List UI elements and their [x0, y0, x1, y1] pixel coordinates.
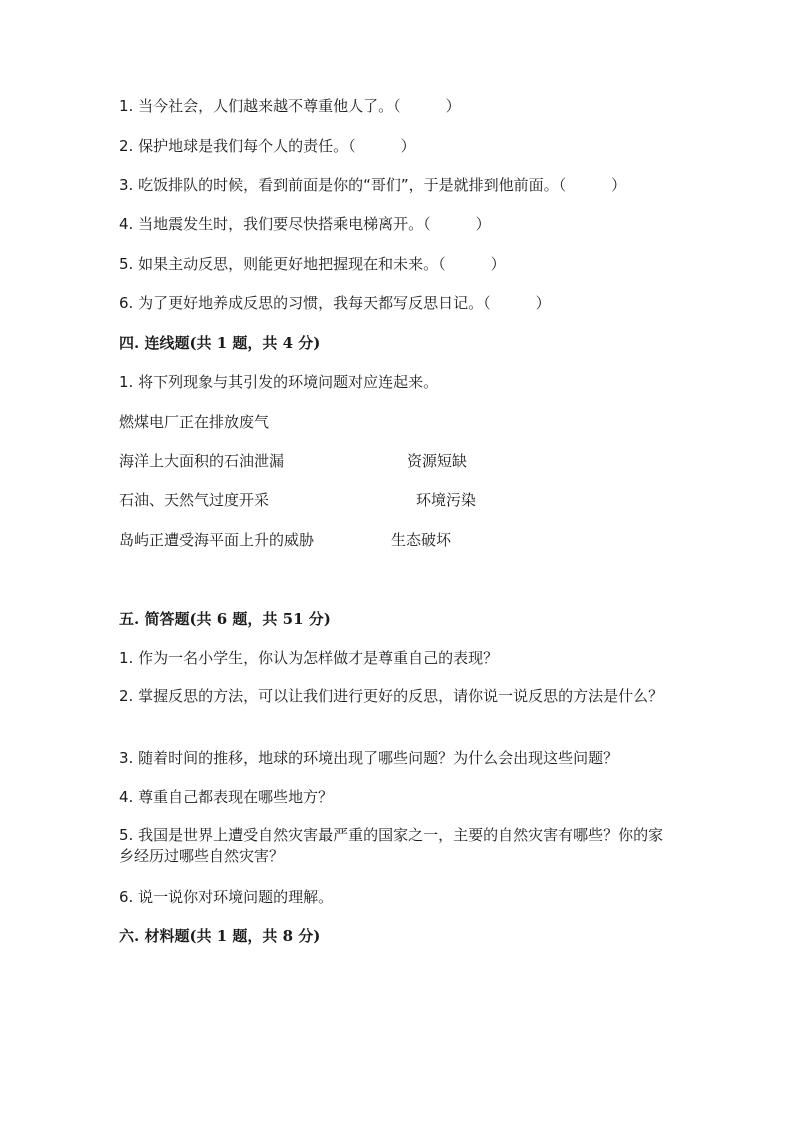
judgment-item-1: 1. 当今社会，人们越来越不尊重他人了。（ ） [119, 97, 461, 115]
short-answer-item-5: 5. 我国是世界上遭受自然灾害最严重的国家之一，主要的自然灾害有哪些？你的家乡经历过哪些自然灾害？ [119, 826, 664, 865]
judgment-item-4: 4. 当地震发生时，我们要尽快搭乘电梯离开。（ ） [119, 215, 491, 233]
matching-right-item-3: 生态破坏 [391, 531, 452, 549]
short-answer-item-3: 3. 随着时间的推移，地球的环境出现了哪些问题？为什么会出现这些问题？ [119, 749, 619, 767]
section-heading-matching: 四. 连线题(共 1 题，共 4 分) [119, 334, 321, 352]
judgment-item-3: 3. 吃饭排队的时候，看到前面是你的“哥们”，于是就排到他前面。（ ） [119, 176, 627, 194]
matching-left-item-3: 石油、天然气过度开采 [119, 491, 270, 509]
short-answer-item-1: 1. 作为一名小学生，你认为怎样做才是尊重自己的表现？ [119, 649, 499, 667]
matching-left-item-4: 岛屿正遭受海平面上升的威胁 [119, 531, 315, 549]
judgment-item-2: 2. 保护地球是我们每个人的责任。（ ） [119, 137, 416, 155]
matching-left-item-2: 海洋上大面积的石油泄漏 [119, 452, 285, 470]
matching-left-item-1: 燃煤电厂正在排放废气 [119, 413, 270, 431]
section-heading-material: 六. 材料题(共 1 题，共 8 分) [119, 927, 321, 945]
short-answer-item-4: 4. 尊重自己都表现在哪些地方？ [119, 788, 334, 806]
matching-right-item-1: 资源短缺 [407, 452, 468, 470]
matching-question: 1. 将下列现象与其引发的环境问题对应连起来。 [119, 373, 439, 391]
judgment-item-6: 6. 为了更好地养成反思的习惯，我每天都写反思日记。（ ） [119, 294, 551, 312]
short-answer-item-6: 6. 说一说你对环境问题的理解。 [119, 888, 334, 906]
matching-right-item-2: 环境污染 [416, 491, 477, 509]
short-answer-item-2: 2. 掌握反思的方法，可以让我们进行更好的反思，请你说一说反思的方法是什么？ [119, 687, 664, 705]
judgment-item-5: 5. 如果主动反思，则能更好地把握现在和未来。（ ） [119, 255, 506, 273]
section-heading-short-answer: 五. 简答题(共 6 题，共 51 分) [119, 610, 331, 628]
